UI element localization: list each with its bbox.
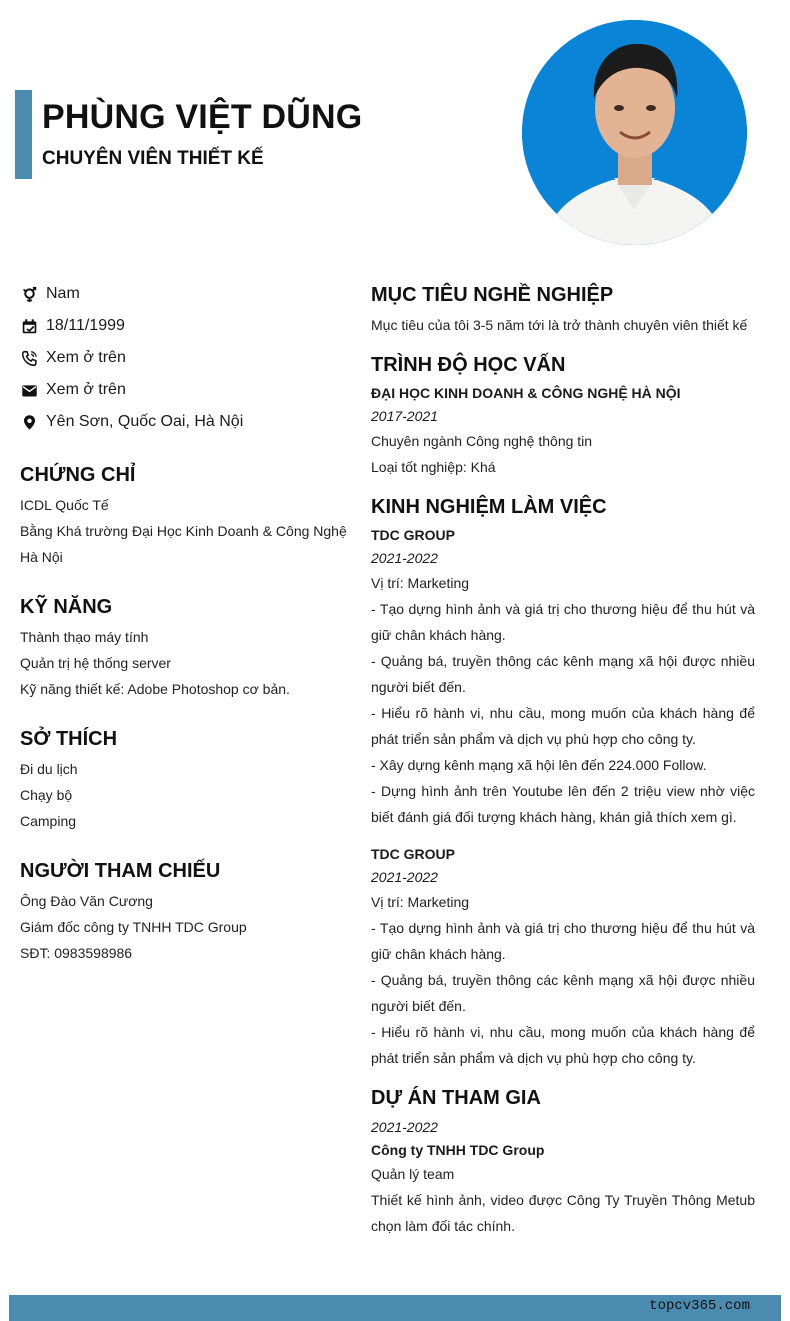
- footer-website: topcv365.com: [649, 1298, 750, 1314]
- portrait-illustration: [522, 20, 747, 245]
- job-company: TDC GROUP: [371, 527, 455, 543]
- job-bullet: - Tạo dựng hình ảnh và giá trị cho thương hiệu để thu hút và giữ chân khách hàng.: [371, 601, 755, 643]
- reference-item: SĐT: 0983598986: [20, 945, 133, 961]
- reference-item: Ông Đào Văn Cương: [20, 893, 153, 909]
- job-company: TDC GROUP: [371, 846, 455, 862]
- job-position: Vị trí: Marketing: [371, 575, 470, 591]
- contact-birthday-text: 18/11/1999: [46, 317, 125, 334]
- certificate-item: ICDL Quốc Tế: [20, 497, 109, 513]
- contact-phone: [20, 342, 350, 374]
- projects-section: [371, 1085, 755, 1239]
- email-icon: [20, 381, 38, 399]
- job-bullet: - Xây dựng kênh mạng xã hội lên đến 224.000 Follow.: [371, 757, 707, 773]
- job-bullet: - Quảng bá, truyền thông các kênh mạng xã hội được nhiều người biết đến.: [371, 653, 755, 695]
- education-section: [371, 352, 755, 480]
- candidate-name: PHÙNG VIỆT DŨNG: [42, 98, 363, 136]
- hobby-item: Đi du lịch: [20, 761, 78, 777]
- contact-gender: [20, 278, 350, 310]
- certificates-heading: CHỨNG CHỈ: [20, 464, 136, 486]
- calendar-icon: [20, 317, 38, 335]
- skill-item: Thành thạo máy tính: [20, 629, 149, 645]
- job-position: Vị trí: Marketing: [371, 894, 470, 910]
- skills-heading: KỸ NĂNG: [20, 596, 113, 618]
- job-bullet: - Hiểu rõ hành vi, nhu cầu, mong muốn của khách hàng để phát triển sản phẩm và dịch vụ phù hợp cho công ty.: [371, 1024, 755, 1066]
- footer-bar: [9, 1295, 781, 1321]
- phone-icon: [20, 349, 38, 367]
- job-entry: [371, 843, 755, 1071]
- job-period: 2021-2022: [371, 550, 438, 566]
- hobby-item: Chạy bộ: [20, 787, 73, 803]
- contact-birthday: [20, 310, 350, 342]
- skills-section: [20, 594, 350, 702]
- project-description: Thiết kế hình ảnh, video được Công Ty Truyền Thông Metub chọn làm đối tác chính.: [371, 1192, 755, 1234]
- certificate-item: Bằng Khá trường Đại Học Kinh Doanh & Công Nghệ Hà Nội: [20, 523, 347, 565]
- contact-gender-text: Nam: [46, 285, 80, 302]
- contact-email: [20, 374, 350, 406]
- objective-heading: MỤC TIÊU NGHỀ NGHIỆP: [371, 284, 614, 306]
- objective-text: Mục tiêu của tôi 3-5 năm tới là trở thành chuyên viên thiết kế: [371, 317, 748, 333]
- profile-photo: [522, 20, 747, 245]
- skill-item: Quản trị hệ thống server: [20, 655, 171, 671]
- education-heading: TRÌNH ĐỘ HỌC VẤN: [371, 354, 566, 376]
- projects-heading: DỰ ÁN THAM GIA: [371, 1087, 541, 1109]
- certificates-section: [20, 462, 350, 570]
- contact-address-text: Yên Sơn, Quốc Oai, Hà Nội: [46, 413, 244, 430]
- reference-item: Giám đốc công ty TNHH TDC Group: [20, 919, 247, 935]
- experience-section: [371, 494, 755, 1071]
- experience-heading: KINH NGHIỆM LÀM VIỆC: [371, 496, 607, 518]
- gender-icon: [20, 285, 38, 303]
- project-period: 2021-2022: [371, 1119, 438, 1135]
- right-column: [371, 282, 755, 1239]
- education-line: Loại tốt nghiệp: Khá: [371, 459, 496, 475]
- job-bullet: - Tạo dựng hình ảnh và giá trị cho thương hiệu để thu hút và giữ chân khách hàng.: [371, 920, 755, 962]
- project-role: Quản lý team: [371, 1166, 455, 1182]
- education-period: 2017-2021: [371, 408, 438, 424]
- project-company: Công ty TNHH TDC Group: [371, 1142, 545, 1158]
- hobbies-heading: SỞ THÍCH: [20, 728, 118, 750]
- job-bullet: - Hiểu rõ hành vi, nhu cầu, mong muốn của khách hàng để phát triển sản phẩm và dịch vụ phù hợp cho công ty.: [371, 705, 755, 747]
- location-icon: [20, 413, 38, 431]
- contact-phone-text: Xem ở trên: [46, 349, 126, 366]
- objective-section: [371, 282, 755, 338]
- name-accent-bar: [15, 90, 32, 179]
- school-name: ĐẠI HỌC KINH DOANH & CÔNG NGHỆ HÀ NỘI: [371, 385, 681, 401]
- job-title: CHUYÊN VIÊN THIẾT KẾ: [42, 148, 264, 169]
- education-line: Chuyên ngành Công nghệ thông tin: [371, 433, 593, 449]
- references-section: [20, 858, 350, 966]
- job-bullet: - Dựng hình ảnh trên Youtube lên đến 2 triệu view nhờ việc biết đánh giá đối tượng khách hàng, khán giả thích xem gì.: [371, 783, 755, 825]
- hobby-item: Camping: [20, 813, 77, 829]
- contact-address: [20, 406, 350, 438]
- hobbies-section: [20, 726, 350, 834]
- contact-email-text: Xem ở trên: [46, 381, 126, 398]
- contact-list: [20, 278, 350, 438]
- job-bullet: - Quảng bá, truyền thông các kênh mạng xã hội được nhiều người biết đến.: [371, 972, 755, 1014]
- job-period: 2021-2022: [371, 869, 438, 885]
- left-column: [20, 278, 350, 966]
- skill-item: Kỹ năng thiết kế: Adobe Photoshop cơ bản.: [20, 681, 290, 697]
- references-heading: NGƯỜI THAM CHIẾU: [20, 860, 221, 882]
- job-entry: [371, 524, 755, 830]
